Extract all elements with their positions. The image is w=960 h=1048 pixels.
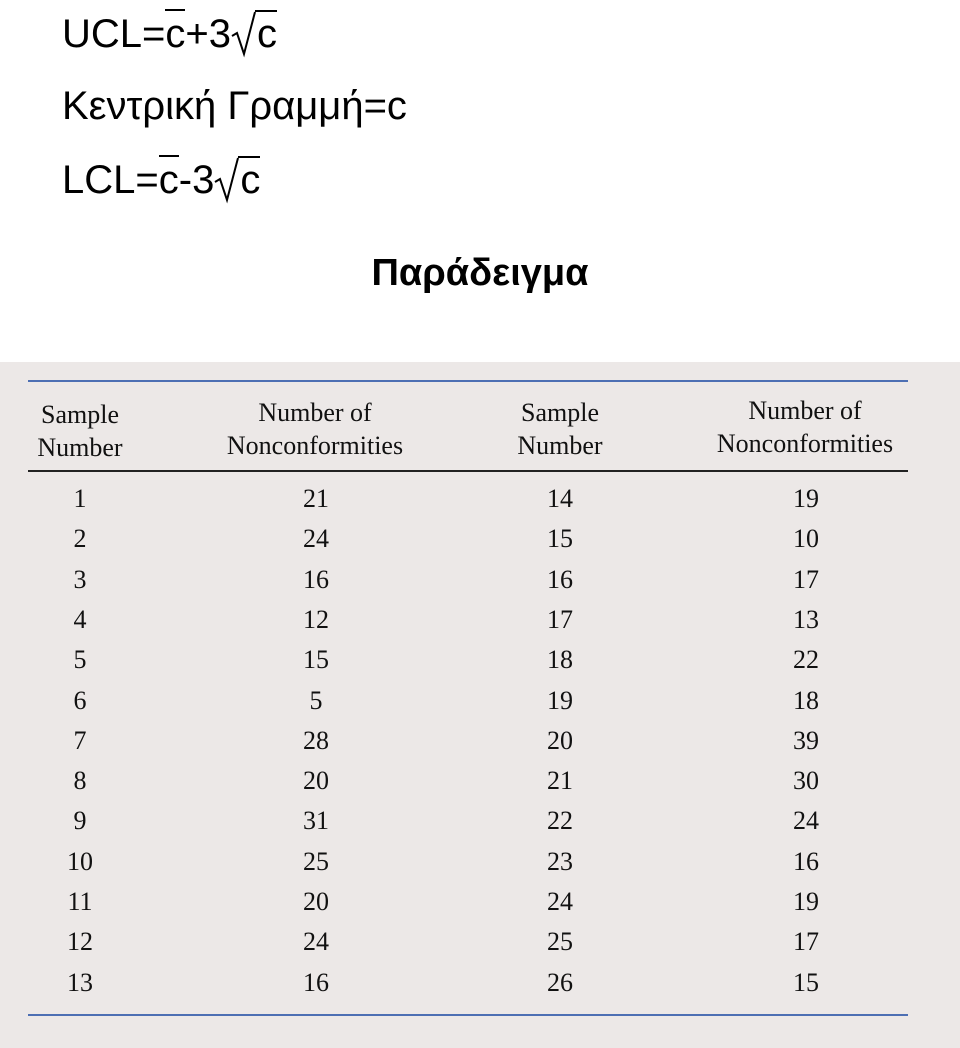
table-cell: 9 [73, 806, 87, 836]
table-cell: 12 [67, 927, 93, 957]
lcl-formula [62, 160, 260, 200]
table-cell: 2 [73, 524, 87, 554]
table-cell: 16 [793, 846, 819, 876]
table-cell: 10 [67, 846, 93, 876]
table-cell: 20 [303, 887, 329, 916]
table-cell: 22 [547, 806, 573, 836]
table-cell: 3 [73, 564, 87, 594]
table-cell: 39 [793, 725, 819, 755]
header-sample-number-1: Sample Number [37, 400, 123, 462]
ucl-formula [62, 14, 277, 54]
table-cell: 15 [547, 524, 573, 554]
table-cell: 24 [793, 806, 819, 836]
lcl-operator: -3 [178, 158, 215, 202]
table-cell: 31 [303, 806, 329, 836]
table-bottom-rule [28, 1014, 908, 1016]
table-cell: 24 [303, 524, 329, 554]
table-cell: 16 [547, 564, 573, 594]
table-cell: 13 [67, 967, 93, 997]
table-cell: 12 [303, 604, 329, 634]
table-cell: 17 [793, 564, 819, 594]
table-cell: 11 [67, 887, 93, 916]
table-cell: 26 [547, 967, 573, 997]
table-cell: 23 [547, 846, 573, 876]
ucl-radicand: c [257, 12, 277, 56]
lcl-c-bar: c [159, 155, 179, 202]
center-line-formula: Κεντρική Γραμμή=c [62, 84, 407, 128]
table-cell: 20 [547, 725, 573, 755]
header-nonconformities-2: Number of Nonconformities [716, 396, 894, 458]
lcl-sqrt [214, 160, 260, 200]
table-cell: 16 [303, 967, 329, 997]
header-nonconformities-1: Number of Nonconformities [226, 398, 404, 460]
table-cell: 7 [73, 725, 87, 755]
table-cell: 30 [793, 766, 819, 796]
table-cell: 17 [793, 927, 819, 957]
table-cell: 16 [303, 564, 329, 594]
table-cell: 18 [547, 645, 573, 675]
ucl-c-bar: c [165, 9, 185, 56]
table-cell: 20 [303, 766, 329, 796]
table-cell: 15 [303, 645, 329, 675]
ucl-operator: +3 [185, 12, 231, 56]
table-cell: 28 [303, 725, 329, 755]
table-cell: 5 [309, 685, 323, 715]
lcl-radicand: c [240, 158, 261, 202]
table-cell: 21 [547, 766, 573, 796]
scanned-table-image [0, 362, 960, 1048]
table-cell: 17 [547, 604, 573, 634]
table-cell: 19 [547, 685, 573, 715]
table-cell: 10 [793, 524, 819, 554]
table-cell: 15 [793, 967, 819, 997]
table-cell: 19 [793, 484, 819, 513]
table-cell: 18 [793, 685, 819, 715]
table-cell: 24 [303, 927, 329, 957]
ucl-sqrt [231, 14, 277, 54]
table-cell: 25 [303, 846, 329, 876]
table-top-rule [28, 380, 908, 382]
table-cell: 6 [73, 685, 87, 715]
table-cell: 13 [793, 604, 819, 634]
table-cell: 21 [303, 484, 329, 513]
table-cell: 22 [793, 645, 819, 675]
lcl-label: LCL= [62, 158, 159, 202]
radical-sign-icon [214, 154, 240, 204]
table-cell: 14 [547, 484, 573, 513]
header-rule [28, 470, 908, 472]
table-cell: 8 [73, 766, 87, 796]
table-cell: 4 [73, 604, 87, 634]
header-sample-number-2: Sample Number [517, 398, 603, 460]
ucl-label: UCL= [62, 12, 166, 56]
page-title: Παράδειγμα [371, 252, 589, 294]
table-cell: 19 [793, 887, 819, 916]
table-cell: 24 [547, 887, 573, 916]
table-cell: 1 [73, 484, 87, 513]
table-cell: 5 [73, 645, 87, 675]
table-cell: 25 [547, 927, 573, 957]
radical-sign-icon [231, 8, 257, 58]
